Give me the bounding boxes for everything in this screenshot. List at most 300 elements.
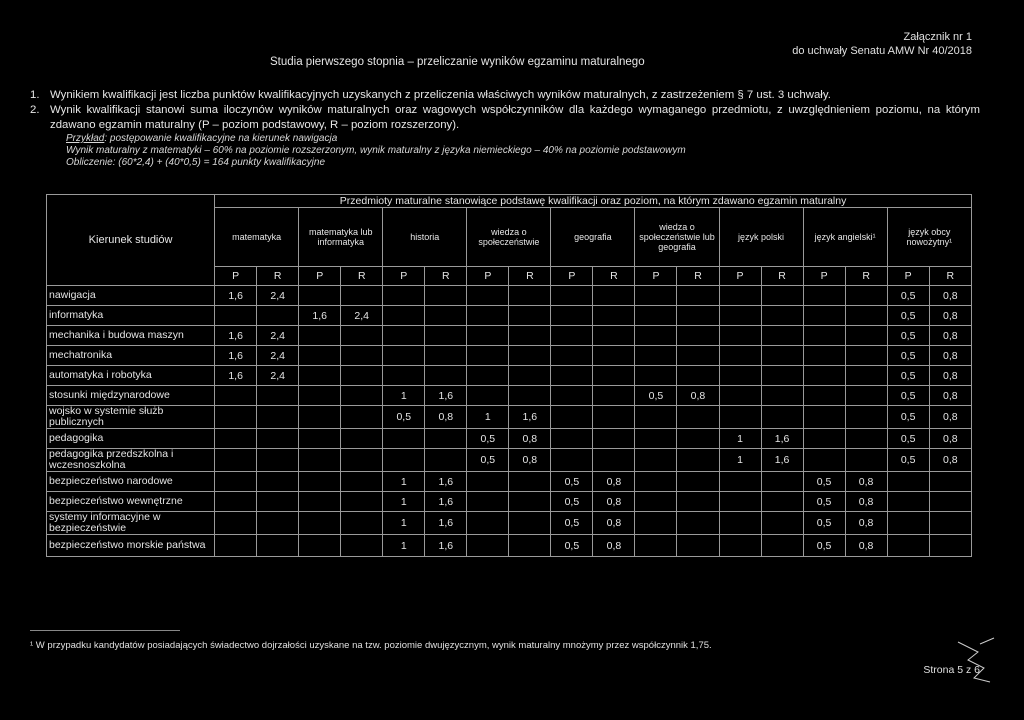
weight-cell [425,366,467,386]
footnote: ¹ W przypadku kandydatów posiadających świadectwo dojrzałości uzyskane na tzw. poziomie dwujęzycznym, wynik maturalny mnożymy przez współczynnik 1,75. [30,640,712,651]
weight-cell: 2,4 [341,306,383,326]
weight-cell [299,429,341,449]
weight-cell [719,286,761,306]
weight-cell [257,406,299,429]
weight-cell [929,472,971,492]
weight-cell [215,406,257,429]
level-p-header: P [215,267,257,286]
weight-cell [341,386,383,406]
course-name: systemy informacyjne w bezpieczeństwie [47,512,215,535]
level-r-header: R [593,267,635,286]
level-r-header: R [677,267,719,286]
weight-cell: 0,5 [803,512,845,535]
level-r-header: R [509,267,551,286]
weight-cell: 0,8 [845,492,887,512]
weight-cell [215,306,257,326]
weight-cell [467,512,509,535]
level-p-header: P [299,267,341,286]
weight-cell: 0,8 [929,449,971,472]
attachment-resolution: do uchwały Senatu AMW Nr 40/2018 [792,45,972,57]
attachment-number: Załącznik nr 1 [903,31,972,43]
weight-cell [467,286,509,306]
course-name: stosunki międzynarodowe [47,386,215,406]
weight-cell [845,429,887,449]
weight-cell: 0,8 [929,386,971,406]
weight-cell [803,449,845,472]
weight-cell [761,406,803,429]
weight-cell [341,429,383,449]
weight-cell [467,472,509,492]
weight-cell [845,366,887,386]
weight-cell [425,306,467,326]
level-p-header: P [467,267,509,286]
weight-cell [635,346,677,366]
weight-cell: 2,4 [257,366,299,386]
weight-cell [677,512,719,535]
example-label: Przykład [66,133,105,144]
weight-cell [803,406,845,429]
weight-cell [887,492,929,512]
weight-cell [635,366,677,386]
weight-cell: 1,6 [425,492,467,512]
weight-cell [677,449,719,472]
weight-cell [929,535,971,557]
weight-cell [593,306,635,326]
weight-cell: 0,5 [551,512,593,535]
course-name: wojsko w systemie służb publicznych [47,406,215,429]
weight-cell [299,386,341,406]
weight-cell [467,306,509,326]
table-row [47,286,972,306]
weight-cell: 1 [383,386,425,406]
weight-cell [593,286,635,306]
weight-cell [677,326,719,346]
weight-cell [887,512,929,535]
weight-cell [677,366,719,386]
weight-cell: 0,5 [803,535,845,557]
weight-cell [803,366,845,386]
subject-header: język obcy nowożytny¹ [887,208,971,267]
page-title: Studia pierwszego stopnia – przeliczanie wyników egzaminu maturalnego [270,56,645,68]
weight-cell: 0,8 [929,366,971,386]
weight-cell [677,406,719,429]
weight-cell: 0,8 [509,429,551,449]
example-block [30,133,980,169]
weight-cell: 0,8 [425,406,467,429]
weight-cell [719,346,761,366]
weight-cell [467,346,509,366]
weight-cell [803,286,845,306]
weight-cell: 0,8 [593,492,635,512]
weight-cell [719,535,761,557]
weight-cell [257,512,299,535]
weight-cell [845,326,887,346]
course-name: automatyka i robotyka [47,366,215,386]
subject-header: język polski [719,208,803,267]
subject-header: matematyka lub informatyka [299,208,383,267]
weight-cell [845,286,887,306]
weight-cell: 0,8 [929,406,971,429]
weight-cell: 0,5 [467,429,509,449]
rule-2-text: Wynik kwalifikacji stanowi suma iloczynów wyników maturalnych oraz wagowych współczynników dla każdego wymaganego przedmiotu, z uwzględnieniem poziomu, na którym zdawano egzamin maturalny (P – poziom podstawowy, R – poziom rozszerzony). [50,104,980,131]
weight-cell [635,306,677,326]
weight-cell [677,492,719,512]
rules-section [30,88,980,169]
table-row [47,366,972,386]
weight-cell [719,386,761,406]
weight-cell [425,286,467,306]
weight-cell: 1 [719,429,761,449]
weight-cell [215,429,257,449]
course-column-header: Kierunek studiów [47,195,215,286]
weight-cell: 0,5 [383,406,425,429]
rule-1 [30,88,980,103]
weight-cell [509,512,551,535]
level-p-header: P [551,267,593,286]
table-row [47,406,972,429]
weight-cell [551,326,593,346]
weight-cell [383,346,425,366]
weight-cell [341,366,383,386]
weight-cell [761,366,803,386]
weight-cell [761,512,803,535]
conversion-table [46,194,972,557]
weight-cell [551,406,593,429]
weight-cell [509,386,551,406]
course-name: informatyka [47,306,215,326]
weight-cell [467,386,509,406]
weight-cell [551,429,593,449]
weight-cell: 0,8 [593,535,635,557]
level-p-header: P [803,267,845,286]
weight-cell: 1 [383,492,425,512]
weight-cell [299,286,341,306]
weight-cell: 0,8 [593,512,635,535]
weight-cell: 0,5 [803,492,845,512]
subject-header: wiedza o społeczeństwie [467,208,551,267]
weight-cell [299,326,341,346]
course-name: nawigacja [47,286,215,306]
weight-cell: 0,5 [635,386,677,406]
weight-cell [677,286,719,306]
weight-cell [761,346,803,366]
weight-cell [761,492,803,512]
level-r-header: R [761,267,803,286]
example-line-2: Wynik maturalny z matematyki – 60% na poziomie rozszerzonym, wynik maturalny z języka niemieckiego – 40% na poziomie podstawowym [66,145,686,156]
weight-cell [425,346,467,366]
weight-cell: 0,8 [929,306,971,326]
weight-cell [509,535,551,557]
weight-cell [635,286,677,306]
weight-cell [257,535,299,557]
weight-cell [719,512,761,535]
weight-cell: 1,6 [299,306,341,326]
level-p-header: P [383,267,425,286]
course-name: bezpieczeństwo morskie państwa [47,535,215,557]
weight-cell: 0,8 [593,472,635,492]
table-body [47,286,972,557]
weight-cell [635,512,677,535]
weight-cell [551,346,593,366]
table-row [47,386,972,406]
weight-cell [509,286,551,306]
weight-cell [845,346,887,366]
weight-cell [341,286,383,306]
weight-cell: 0,8 [929,346,971,366]
weight-cell [677,535,719,557]
weight-cell [845,386,887,406]
weight-cell [215,512,257,535]
weight-cell [341,346,383,366]
weight-cell: 1,6 [425,512,467,535]
weight-cell: 0,5 [887,286,929,306]
weight-cell [215,472,257,492]
weight-cell [425,429,467,449]
weight-cell [593,326,635,346]
weight-cell: 1 [383,512,425,535]
weight-cell [593,449,635,472]
weight-cell [761,326,803,346]
weight-cell: 0,8 [845,512,887,535]
weight-cell: 1,6 [425,535,467,557]
weight-cell [761,535,803,557]
weight-cell [257,386,299,406]
weight-cell [341,472,383,492]
weight-cell: 1,6 [215,366,257,386]
level-r-header: R [929,267,971,286]
weight-cell [635,449,677,472]
weight-cell [299,449,341,472]
weight-cell: 1 [719,449,761,472]
weight-cell: 1 [383,472,425,492]
weight-cell [383,306,425,326]
weight-cell [215,449,257,472]
weight-cell [299,535,341,557]
weight-cell: 1,6 [509,406,551,429]
weight-cell [299,346,341,366]
weight-cell [719,326,761,346]
weight-cell [677,429,719,449]
footnote-divider [30,630,180,631]
weight-cell: 1,6 [761,429,803,449]
weight-cell [803,386,845,406]
weight-cell [299,366,341,386]
weight-cell [467,326,509,346]
weight-cell [929,512,971,535]
table-row [47,449,972,472]
weight-cell: 1 [383,535,425,557]
weight-cell [887,472,929,492]
weight-cell [845,449,887,472]
weight-cell [719,492,761,512]
weight-cell: 0,5 [551,535,593,557]
weight-cell: 0,5 [887,346,929,366]
weight-cell: 0,5 [887,429,929,449]
weight-cell: 0,5 [887,326,929,346]
weight-cell [677,472,719,492]
weight-cell [341,535,383,557]
weight-cell [761,306,803,326]
weight-cell: 0,5 [551,472,593,492]
weight-cell [383,429,425,449]
subject-header: historia [383,208,467,267]
weight-cell [383,326,425,346]
weight-cell [761,472,803,492]
weight-cell [635,492,677,512]
weight-cell [257,492,299,512]
weight-cell: 2,4 [257,346,299,366]
weight-cell: 0,5 [887,306,929,326]
weight-cell: 0,8 [929,429,971,449]
weight-cell [593,406,635,429]
weight-cell [509,492,551,512]
weight-cell [299,492,341,512]
weight-cell [551,366,593,386]
weight-cell [551,286,593,306]
weight-cell [635,406,677,429]
subject-header: język angielski¹ [803,208,887,267]
weight-cell: 0,8 [677,386,719,406]
rule-1-text: Wynikiem kwalifikacji jest liczba punktów kwalifikacyjnych uzyskanych z przeliczenia właściwych wyników maturalnych, z zastrzeżeniem § 7 ust. 3 uchwały. [50,89,831,101]
weight-cell: 1,6 [425,472,467,492]
weight-cell: 0,8 [509,449,551,472]
weight-cell: 1,6 [425,386,467,406]
weight-cell [929,492,971,512]
signature-mark [950,632,1000,692]
level-r-header: R [845,267,887,286]
weight-cell [341,512,383,535]
table-row [47,472,972,492]
weight-cell [257,306,299,326]
table-row [47,429,972,449]
weight-cell [509,346,551,366]
level-p-header: P [635,267,677,286]
weight-cell: 0,5 [467,449,509,472]
weight-cell: 0,5 [551,492,593,512]
weight-cell [677,346,719,366]
weight-cell [383,286,425,306]
weight-cell: 1,6 [215,286,257,306]
weight-cell [509,366,551,386]
weight-cell [299,406,341,429]
course-name: pedagogika przedszkolna i wczesnoszkolna [47,449,215,472]
table-row [47,326,972,346]
weight-cell [635,326,677,346]
level-p-header: P [719,267,761,286]
weight-cell: 0,5 [887,386,929,406]
weight-cell [803,306,845,326]
subjects-super-header: Przedmioty maturalne stanowiące podstawę kwalifikacji oraz poziom, na którym zdawano egzamin maturalny [215,195,972,208]
weight-cell [845,306,887,326]
weight-cell [299,512,341,535]
weight-cell [803,346,845,366]
weight-cell: 1,6 [215,326,257,346]
weight-cell [215,386,257,406]
weight-cell [761,286,803,306]
weight-cell: 1,6 [215,346,257,366]
level-r-header: R [425,267,467,286]
weight-cell [509,472,551,492]
weight-cell [593,366,635,386]
weight-cell [467,366,509,386]
weight-cell [341,492,383,512]
example-line-1 [66,133,980,145]
weight-cell: 2,4 [257,326,299,346]
weight-cell [719,472,761,492]
weight-cell [803,429,845,449]
weight-cell: 0,5 [887,449,929,472]
weight-cell [551,449,593,472]
weight-cell [719,306,761,326]
weight-cell [257,472,299,492]
weight-cell [635,429,677,449]
weight-cell [761,386,803,406]
level-r-header: R [257,267,299,286]
weight-cell [551,386,593,406]
weight-cell [383,449,425,472]
weight-cell: 0,5 [887,406,929,429]
weight-cell: 1 [467,406,509,429]
subject-header: geografia [551,208,635,267]
weight-cell [635,472,677,492]
weight-cell [425,449,467,472]
weight-cell: 0,8 [845,535,887,557]
weight-cell [593,386,635,406]
weight-cell [467,492,509,512]
weight-cell [215,535,257,557]
course-name: bezpieczeństwo narodowe [47,472,215,492]
example-line-1-text: : postępowanie kwalifikacyjne na kierunek nawigacja [104,133,338,144]
example-calculation: Obliczenie: (60*2,4) + (40*0,5) = 164 punkty kwalifikacyjne [66,157,326,168]
weight-cell [341,449,383,472]
weight-cell [803,326,845,346]
course-name: mechatronika [47,346,215,366]
weight-cell [593,429,635,449]
weight-cell [425,326,467,346]
weight-cell: 0,5 [887,366,929,386]
weight-cell [215,492,257,512]
subject-header: matematyka [215,208,299,267]
weight-cell [341,406,383,429]
weight-cell [887,535,929,557]
table-row [47,306,972,326]
rule-1-number: 1. [30,89,40,101]
weight-cell: 0,8 [929,286,971,306]
weight-cell [719,366,761,386]
weight-cell [677,306,719,326]
table-row [47,492,972,512]
rule-2 [30,103,980,133]
course-name: bezpieczeństwo wewnętrzne [47,492,215,512]
attachment-header [792,30,972,58]
weight-cell: 2,4 [257,286,299,306]
level-r-header: R [341,267,383,286]
weight-cell [257,429,299,449]
rule-2-number: 2. [30,104,40,116]
weight-cell [299,472,341,492]
weight-cell [635,535,677,557]
weight-cell: 0,5 [803,472,845,492]
table-row [47,512,972,535]
weight-cell [509,306,551,326]
weight-cell [383,366,425,386]
weight-cell [341,326,383,346]
weight-cell [257,449,299,472]
weight-cell: 0,8 [845,472,887,492]
table-row [47,535,972,557]
weight-cell [719,406,761,429]
subject-header: wiedza o społeczeństwie lub geografia [635,208,719,267]
